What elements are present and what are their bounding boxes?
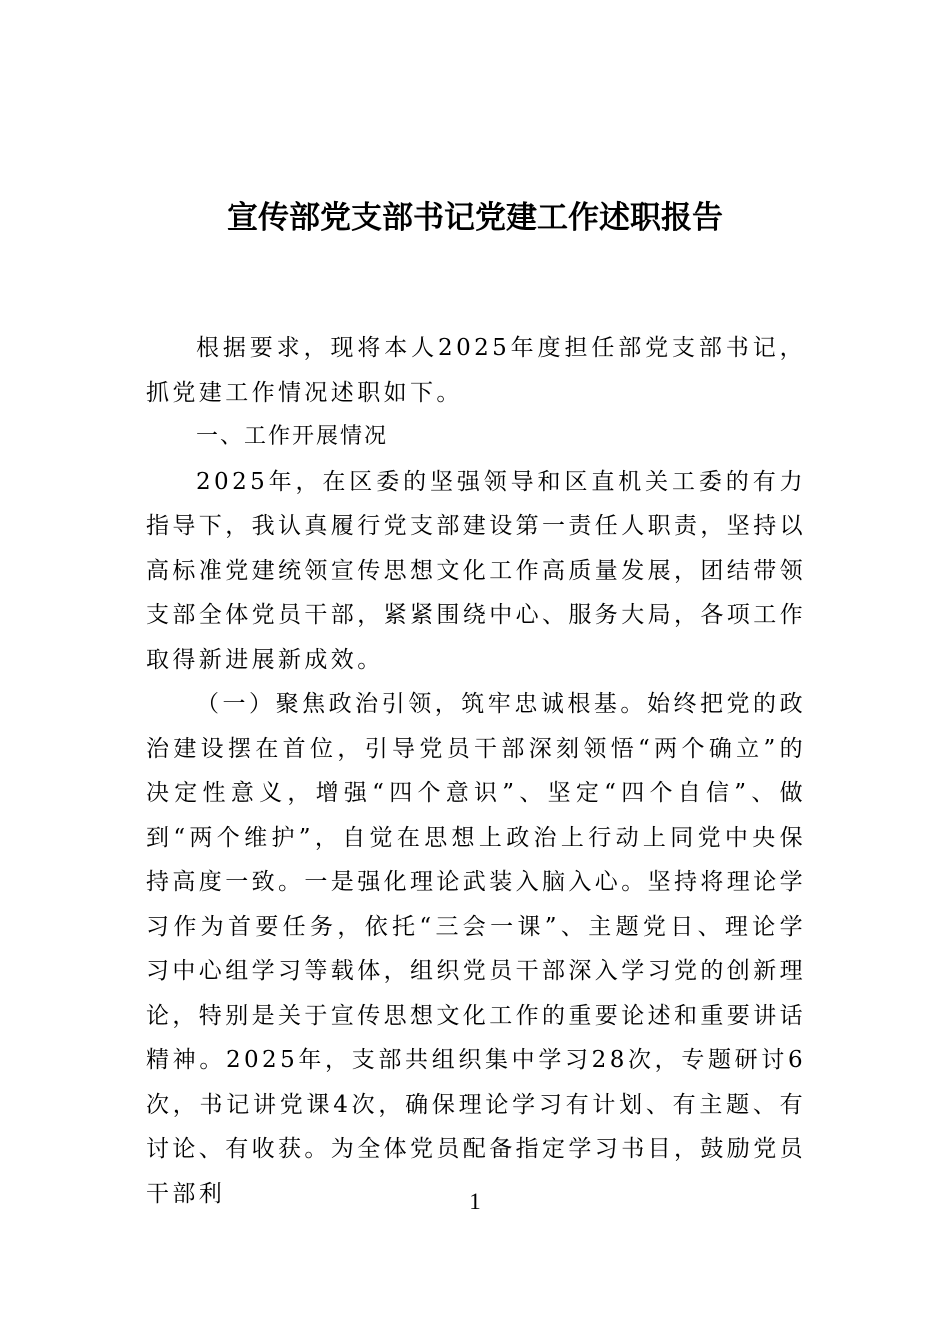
document-title: 宣传部党支部书记党建工作述职报告 [227, 200, 723, 236]
body-paragraph: 2025年，在区委的坚强领导和区直机关工委的有力指导下，我认真履行党支部建设第一责任人职责，坚持以高标准党建统领宣传思想文化工作高质量发展，团结带领支部全体党员干部，紧紧围绕中心、服务大局，各项工作取得新进展新成效。 [146, 468, 806, 673]
document-body [146, 326, 806, 1216]
subsection-text: 始终把党的政治建设摆在首位，引导党员干部深刻领悟“两个确立”的决定性意义，增强“四个意识”、坚定“四个自信”、做到“两个维护”，自觉在思想上政治上行动上同党中央保持高度一致。一是强化理论武装入脑入心。坚持将理论学习作为首要任务，依托“三会一课”、主题党日、理论学习中心组学习等载体，组织党员干部深入学习党的创新理论，特别是关于宣传思想文化工作的重要论述和重要讲话精神。2025年，支部共组织集中学习28次，专题研讨6次，书记讲党课4次，确保理论学习有计划、有主题、有讨论、有收获。为全体党员配备指定学习书目，鼓励党员干部利 [146, 691, 806, 1207]
subsection-lead: （一）聚焦政治引领，筑牢忠诚根基。 [196, 691, 647, 717]
section-heading: 一、工作开展情况 [196, 424, 389, 449]
intro-paragraph: 根据要求，现将本人2025年度担任部党支部书记，抓党建工作情况述职如下。 [146, 335, 806, 406]
page-number: 1 [469, 1189, 481, 1214]
subsection-paragraph [146, 682, 806, 1216]
